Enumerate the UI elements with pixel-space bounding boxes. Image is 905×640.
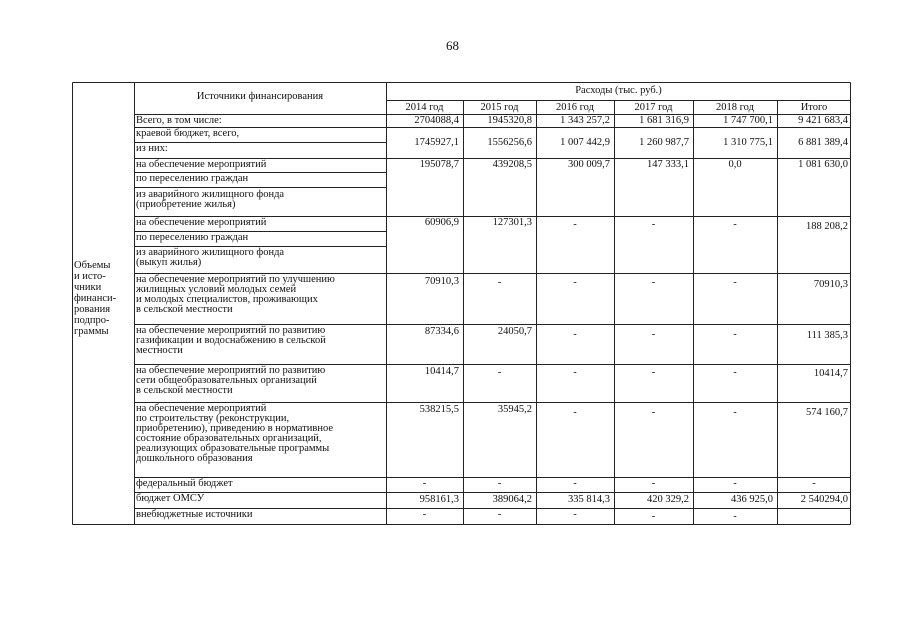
row-gas-2014: 87334,6 bbox=[424, 326, 459, 337]
row-housing-label: на обеспечение мероприятий по улучшению жилищных условий молодых семей и молодых специалистов, проживающих в сельской местности bbox=[136, 274, 335, 315]
row-resettle-b-2016: - bbox=[573, 219, 577, 230]
row-construction-2018: - bbox=[733, 407, 737, 418]
row-gas-sum: 111 385,3 bbox=[806, 330, 848, 341]
header-total: Итого bbox=[800, 102, 828, 113]
header-expenses: Расходы (тыс. руб.) bbox=[575, 85, 662, 96]
header-year-2018: 2018 год bbox=[716, 102, 754, 113]
row-regional-2015: 1556256,6 bbox=[487, 137, 532, 148]
row-extra-2017: - bbox=[651, 511, 656, 522]
row-omsu-2018: 436 925,0 bbox=[731, 494, 773, 505]
row-schools-2016: - bbox=[573, 367, 577, 378]
row-schools-2017: - bbox=[651, 367, 656, 378]
row-total-2018: 1 747 700,1 bbox=[723, 115, 773, 126]
row-regional-sum: 6 881 389,4 bbox=[798, 137, 848, 148]
row-extra-label: внебюджетные источники bbox=[136, 509, 253, 520]
row-gas-2015: 24050,7 bbox=[497, 326, 532, 337]
row-extra-2015: - bbox=[497, 509, 502, 520]
row-regional-label-2: из них: bbox=[136, 143, 168, 154]
row-gas-2016: - bbox=[573, 329, 577, 340]
row-schools-label: на обеспечение мероприятий по развитию сети общеобразовательных организаций в сельской местности bbox=[136, 365, 326, 396]
header-year-2014: 2014 год bbox=[405, 102, 444, 113]
row-resettle-a-label-3: из аварийного жилищного фонда (приобретение жилья) bbox=[136, 189, 285, 210]
row-schools-2015: - bbox=[497, 367, 502, 378]
row-regional-2016: 1 007 442,9 bbox=[560, 137, 610, 148]
row-resettle-b-2015: 127301,3 bbox=[492, 217, 532, 228]
row-federal-2017: - bbox=[651, 478, 656, 489]
row-resettle-b-label-1: на обеспечение мероприятий bbox=[136, 217, 267, 228]
row-regional-2018: 1 310 775,1 bbox=[723, 137, 773, 148]
row-regional-label-1: краевой бюджет, всего, bbox=[136, 128, 240, 139]
row-housing-2014: 70910,3 bbox=[424, 276, 459, 287]
row-omsu-2017: 420 329,2 bbox=[647, 494, 689, 505]
row-schools-2014: 10414,7 bbox=[424, 366, 459, 377]
page-number: 68 bbox=[446, 38, 459, 53]
row-omsu-2016: 335 814,3 bbox=[568, 494, 610, 505]
row-federal-2015: - bbox=[497, 478, 502, 489]
row-housing-2016: - bbox=[573, 277, 577, 288]
row-resettle-b-2017: - bbox=[651, 219, 656, 230]
row-omsu-2014: 958161,3 bbox=[419, 494, 459, 505]
row-construction-2015: 35945,2 bbox=[497, 404, 532, 415]
row-total-2014: 2704088,4 bbox=[414, 115, 459, 126]
row-housing-2017: - bbox=[651, 277, 656, 288]
row-resettle-a-2018: 0,0 bbox=[728, 159, 742, 170]
row-construction-label: на обеспечение мероприятий по строительству (реконструкции, приобретению), приведению в нормативное состояние образовательных организаций, реализующих образовательные программы дошкольного образования bbox=[136, 403, 334, 464]
header-year-2017: 2017 год bbox=[634, 102, 673, 113]
row-resettle-a-label-2: по переселению граждан bbox=[136, 173, 249, 184]
row-construction-2017: - bbox=[651, 407, 656, 418]
row-construction-2014: 538215,5 bbox=[419, 404, 459, 415]
row-resettle-a-sum: 1 081 630,0 bbox=[798, 159, 848, 170]
row-federal-2018: - bbox=[733, 478, 737, 489]
row-resettle-a-label-1: на обеспечение мероприятий bbox=[136, 159, 267, 170]
row-regional-2014: 1745927,1 bbox=[414, 137, 459, 148]
row-resettle-b-sum: 188 208,2 bbox=[806, 221, 848, 232]
header-year-2015: 2015 год bbox=[480, 102, 519, 113]
row-federal-2014: - bbox=[422, 478, 427, 489]
row-total-2016: 1 343 257,2 bbox=[560, 115, 610, 126]
row-schools-2018: - bbox=[733, 367, 737, 378]
financing-table bbox=[72, 82, 851, 525]
row-total-label: Всего, в том числе: bbox=[136, 115, 222, 126]
row-construction-2016: - bbox=[573, 407, 577, 418]
row-resettle-b-2018: - bbox=[733, 219, 737, 230]
header-sources: Источники финансирования bbox=[196, 91, 324, 102]
row-resettle-a-2017: 147 333,1 bbox=[647, 159, 689, 170]
row-housing-sum: 70910,3 bbox=[813, 279, 848, 290]
row-resettle-a-2016: 300 009,7 bbox=[568, 159, 610, 170]
row-federal-sum: - bbox=[812, 478, 816, 489]
row-resettle-a-2015: 439208,5 bbox=[492, 159, 532, 170]
row-total-sum: 9 421 683,4 bbox=[798, 115, 848, 126]
row-resettle-a-2014: 195078,7 bbox=[419, 159, 459, 170]
row-gas-label: на обеспечение мероприятий по развитию газификации и водоснабжению в сельской местности bbox=[136, 325, 326, 356]
row-gas-2017: - bbox=[651, 329, 656, 340]
row-gas-2018: - bbox=[733, 329, 737, 340]
row-federal-2016: - bbox=[573, 478, 577, 489]
row-omsu-sum: 2 540294,0 bbox=[800, 494, 848, 505]
row-housing-2018: - bbox=[733, 277, 737, 288]
row-resettle-b-label-2: по переселению граждан bbox=[136, 232, 249, 243]
row-resettle-b-label-3: из аварийного жилищного фонда (выкуп жилья) bbox=[136, 247, 285, 268]
row-schools-sum: 10414,7 bbox=[813, 368, 848, 379]
row-total-2015: 1945320,8 bbox=[487, 115, 532, 126]
row-extra-2018: - bbox=[733, 511, 737, 522]
row-extra-2014: - bbox=[422, 509, 427, 520]
side-label: Объемы и исто- чники финанси- рования подпро- граммы bbox=[74, 260, 117, 337]
row-omsu-2015: 389064,2 bbox=[492, 494, 532, 505]
header-year-2016: 2016 год bbox=[556, 102, 594, 113]
row-regional-2017: 1 260 987,7 bbox=[639, 137, 689, 148]
row-construction-sum: 574 160,7 bbox=[806, 407, 848, 418]
row-resettle-b-2014: 60906,9 bbox=[424, 217, 459, 228]
row-federal-label: федеральный бюджет bbox=[136, 478, 233, 489]
row-extra-2016: - bbox=[573, 509, 577, 520]
row-total-2017: 1 681 316,9 bbox=[639, 115, 689, 126]
row-housing-2015: - bbox=[497, 277, 502, 288]
row-omsu-label: бюджет ОМСУ bbox=[136, 493, 205, 504]
